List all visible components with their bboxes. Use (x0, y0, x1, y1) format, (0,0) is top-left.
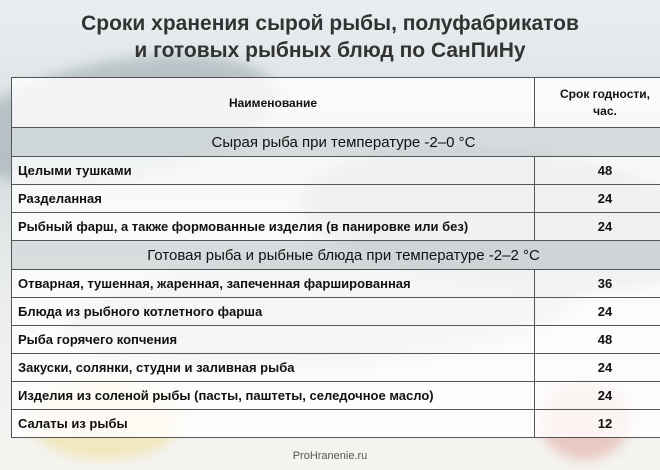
table-header-row (12, 78, 660, 128)
row-name: Рыбный фарш, а также формованные изделия (в панировке или без) (12, 213, 535, 241)
table-row (12, 213, 660, 241)
row-hours: 48 (535, 157, 660, 185)
section-heading-row (12, 128, 660, 157)
table-row (12, 270, 660, 298)
row-hours: 48 (535, 326, 660, 354)
header-shelf-life-line-2: час. (593, 103, 617, 118)
row-hours: 24 (535, 298, 660, 326)
row-hours: 24 (535, 382, 660, 410)
section-heading-row (12, 241, 660, 270)
storage-table (11, 77, 660, 438)
row-name: Салаты из рыбы (12, 410, 535, 438)
row-name: Отварная, тушенная, жаренная, запеченная фаршированная (12, 270, 535, 298)
table-row (12, 410, 660, 438)
section-heading: Сырая рыба при температуре -2–0 °С (12, 128, 660, 157)
table-row (12, 354, 660, 382)
row-name: Целыми тушками (12, 157, 535, 185)
row-hours: 24 (535, 354, 660, 382)
title-line-2: и готовых рыбных блюд по СанПиНу (134, 39, 526, 62)
table-row (12, 298, 660, 326)
title-line-1: Сроки хранения сырой рыбы, полуфабрикатов (81, 12, 579, 35)
row-hours: 12 (535, 410, 660, 438)
header-shelf-life (535, 78, 660, 128)
header-name: Наименование (12, 78, 535, 128)
table-row (12, 382, 660, 410)
row-name: Рыба горячего копчения (12, 326, 535, 354)
table-row (12, 326, 660, 354)
page-title (0, 10, 660, 64)
section-heading: Готовая рыба и рыбные блюда при температуре -2–2 °С (12, 241, 660, 270)
source-watermark: ProHranenie.ru (292, 450, 368, 462)
header-shelf-life-line-1: Срок годности, (560, 86, 650, 101)
row-hours: 36 (535, 270, 660, 298)
row-name: Закуски, солянки, студни и заливная рыба (12, 354, 535, 382)
row-hours: 24 (535, 213, 660, 241)
row-hours: 24 (535, 185, 660, 213)
row-name: Изделия из соленой рыбы (пасты, паштеты, селедочное масло) (12, 382, 535, 410)
table-row (12, 157, 660, 185)
row-name: Разделанная (12, 185, 535, 213)
table-row (12, 185, 660, 213)
row-name: Блюда из рыбного котлетного фарша (12, 298, 535, 326)
